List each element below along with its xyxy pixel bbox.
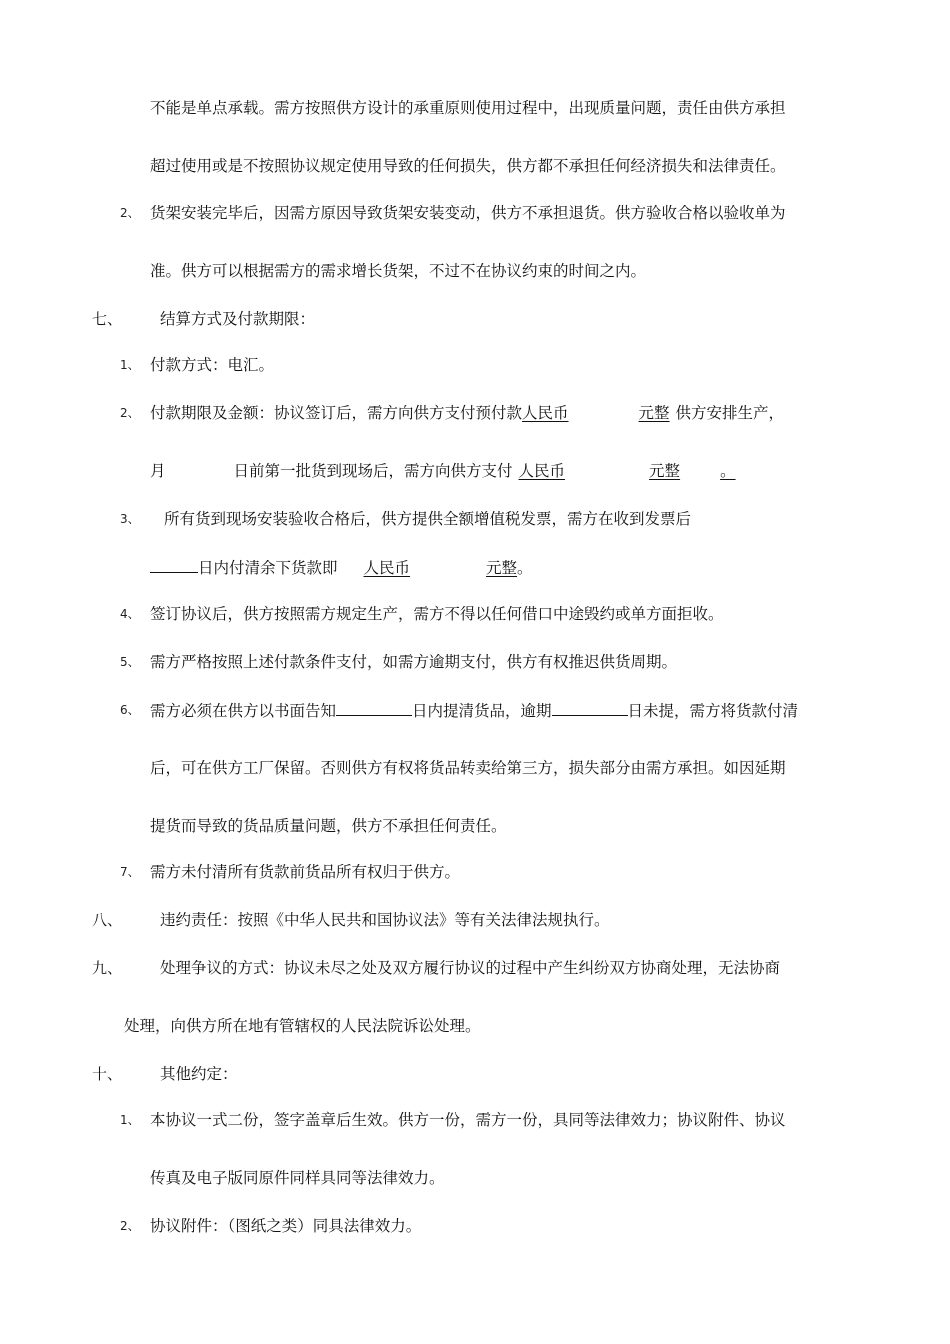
amount-suffix: 元整 bbox=[649, 462, 681, 480]
paragraph-line: 处理，向供方所在地有管辖权的人民法院诉讼处理。 bbox=[124, 1017, 481, 1035]
paragraph-line bbox=[150, 700, 798, 721]
item-number: 2、 bbox=[120, 406, 140, 420]
section-heading: 其他约定： bbox=[160, 1065, 238, 1083]
item-number: 6、 bbox=[120, 703, 140, 717]
paragraph-line: 处理争议的方式：协议未尽之处及双方履行协议的过程中产生纠纷双方协商处理，无法协商 bbox=[160, 959, 781, 977]
paragraph-line: 货架安装完毕后，因需方原因导致货架安装变动，供方不承担退货。供方验收合格以验收单为 bbox=[150, 204, 786, 222]
text-segment: 。 bbox=[517, 559, 533, 577]
filled-field bbox=[513, 462, 744, 480]
item-number: 7、 bbox=[120, 865, 140, 879]
section-number: 七、 bbox=[92, 310, 123, 328]
text-segment: 需方必须在供方以书面告知 bbox=[150, 702, 337, 720]
text-segment: 月 bbox=[150, 462, 166, 480]
text-segment: 日内付清余下货款即 bbox=[198, 559, 338, 577]
text-segment: 供方安排生产， bbox=[675, 404, 785, 422]
item-number: 1、 bbox=[120, 1113, 140, 1127]
currency-label: 人民币 bbox=[363, 559, 411, 577]
paragraph-line: 传真及电子版同原件同样具同等法律效力。 bbox=[150, 1169, 445, 1187]
paragraph-line: 不能是单点承载。需方按照供方设计的承重原则使用过程中，出现质量问题，责任由供方承担 bbox=[150, 99, 786, 117]
paragraph-line: 后，可在供方工厂保留。否则供方有权将货品转卖给第三方，损失部分由需方承担。如因延期 bbox=[150, 759, 786, 777]
item-number: 3、 bbox=[120, 512, 140, 526]
paragraph-line: 违约责任：按照《中华人民共和国协议法》等有关法律法规执行。 bbox=[160, 911, 610, 929]
paragraph-line: 准。供方可以根据需方的需求增长货架，不过不在协议约束的时间之内。 bbox=[150, 262, 647, 280]
blank-field bbox=[336, 700, 412, 716]
paragraph-line: 超过使用或是不按照协议规定使用导致的任何损失，供方都不承担任何经济损失和法律责任。 bbox=[150, 157, 786, 175]
item-number: 1、 bbox=[120, 358, 140, 372]
item-number: 4、 bbox=[120, 607, 140, 621]
paragraph-line: 协议附件：（图纸之类）同具法律效力。 bbox=[150, 1217, 422, 1235]
paragraph-line bbox=[150, 557, 533, 578]
blank-field bbox=[552, 700, 628, 716]
paragraph-line bbox=[150, 403, 784, 423]
amount-suffix: 元整 bbox=[486, 559, 518, 577]
paragraph-line: 签订协议后，供方按照需方规定生产，需方不得以任何借口中途毁约或单方面拒收。 bbox=[150, 605, 724, 623]
item-number: 2、 bbox=[120, 206, 140, 220]
amount-suffix: 元整 bbox=[638, 404, 670, 422]
filled-field bbox=[522, 404, 676, 422]
text-segment: 付款期限及金额：协议签订后，需方向供方支付预付款 bbox=[150, 404, 523, 422]
currency-label: 人民币 bbox=[522, 404, 569, 422]
paragraph-line: 所有货到现场安装验收合格后，供方提供全额增值税发票，需方在收到发票后 bbox=[164, 510, 692, 528]
section-number: 十、 bbox=[92, 1065, 123, 1083]
paragraph-line: 本协议一式二份，签字盖章后生效。供方一份，需方一份，具同等法律效力；协议附件、协议 bbox=[150, 1111, 786, 1129]
paragraph-line: 付款方式：电汇。 bbox=[150, 356, 275, 374]
paragraph-line bbox=[150, 461, 744, 481]
paragraph-line: 需方严格按照上述付款条件支付，如需方逾期支付，供方有权推迟供货周期。 bbox=[150, 653, 678, 671]
item-number: 2、 bbox=[120, 1219, 140, 1233]
punctuation: 。 bbox=[720, 462, 736, 480]
paragraph-line: 提货而导致的货品质量问题，供方不承担任何责任。 bbox=[150, 817, 507, 835]
text-segment: 日未提，需方将货款付清 bbox=[627, 702, 799, 720]
currency-label: 人民币 bbox=[518, 462, 566, 480]
text-segment: 日前第一批货到现场后，需方向供方支付 bbox=[233, 462, 513, 480]
section-heading: 结算方式及付款期限： bbox=[160, 310, 316, 328]
text-segment: 日内提清货品，逾期 bbox=[412, 702, 552, 720]
paragraph-line: 需方未付清所有货款前货品所有权归于供方。 bbox=[150, 863, 461, 881]
item-number: 5、 bbox=[120, 655, 140, 669]
filled-field bbox=[338, 559, 518, 577]
blank-field bbox=[150, 557, 198, 573]
section-number: 九、 bbox=[92, 959, 123, 977]
section-number: 八、 bbox=[92, 911, 123, 929]
